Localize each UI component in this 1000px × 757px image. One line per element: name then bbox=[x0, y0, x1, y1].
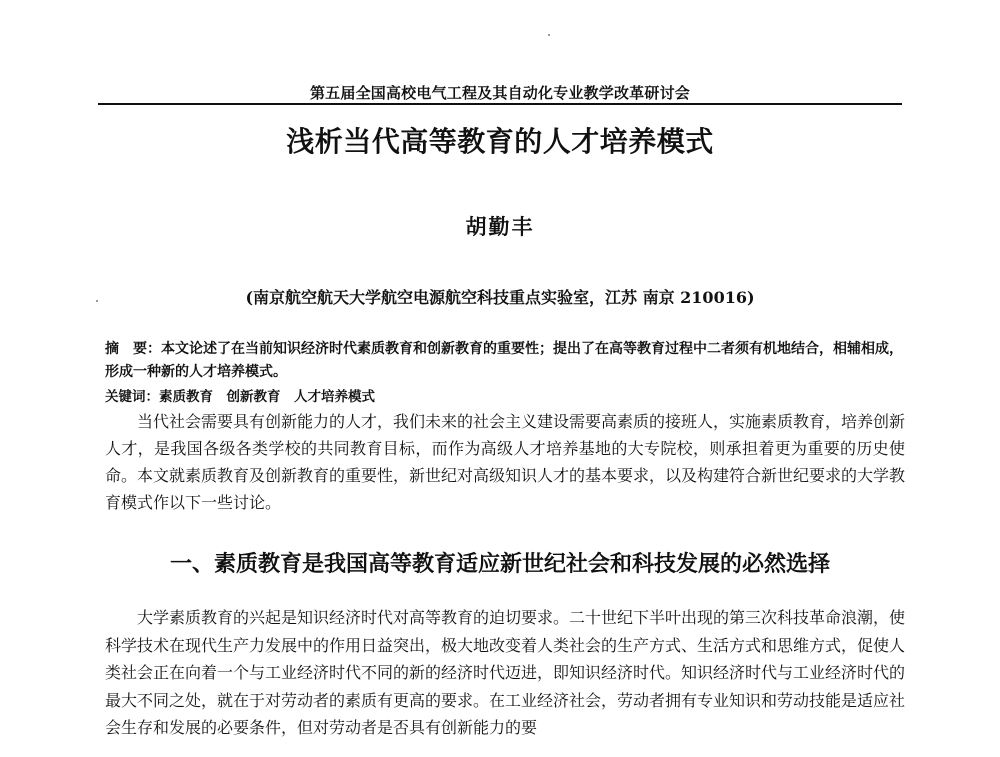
author-name: 胡勤丰 bbox=[465, 214, 535, 239]
keywords bbox=[105, 386, 905, 408]
header-rule bbox=[98, 103, 902, 105]
conference-header: 第五届全国高校电气工程及其自动化专业教学改革研讨会 bbox=[309, 84, 690, 102]
abstract bbox=[105, 338, 905, 384]
section-paragraph: 大学素质教育的兴起是知识经济时代对高等教育的迫切要求。二十世纪下半叶出现的第三次科技革命浪潮，使科学技术在现代生产力发展中的作用日益突出，极大地改变着人类社会的生产方式、生活方式和思维方式，促使人类社会正在向着一个与工业经济时代不同的新的经济时代迈进，即知识经济时代。知识经济时代与工业经济时代的最大不同之处，就在于对劳动者的素质有更高的要求。在工业经济社会，劳动者拥有专业知识和劳动技能是适应社会生存和发展的必要条件，但对劳动者是否具有创新能力的要 bbox=[105, 608, 906, 737]
abstract-label: 摘 要： bbox=[105, 341, 161, 357]
abstract-text: 本文论述了在当前知识经济时代素质教育和创新教育的重要性；提出了在高等教育过程中二者须有机地结合，相辅相成，形成一种新的人才培养模式。 bbox=[105, 341, 903, 380]
section-heading: 一、素质教育是我国高等教育适应新世纪社会和科技发展的必然选择 bbox=[169, 552, 830, 577]
scan-speck bbox=[548, 34, 550, 36]
keywords-label: 关键词： bbox=[105, 389, 159, 405]
scan-speck bbox=[96, 300, 98, 302]
paper-title: 浅析当代高等教育的人才培养模式 bbox=[286, 125, 714, 158]
keywords-text: 素质教育 创新教育 人才培养模式 bbox=[159, 389, 375, 405]
author-affiliation: (南京航空航天大学航空电源航空科技重点实验室，江苏 南京 210016) bbox=[245, 288, 755, 307]
intro-paragraph: 当代社会需要具有创新能力的人才，我们未来的社会主义建设需要高素质的接班人，实施素质教育，培养创新人才，是我国各级各类学校的共同教育目标，而作为高级人才培养基地的大专院校，则承担着更为重要的历史使命。本文就素质教育及创新教育的重要性，新世纪对高级知识人才的基本要求，以及构建符合新世纪要求的大学教育模式作以下一些讨论。 bbox=[105, 412, 906, 512]
